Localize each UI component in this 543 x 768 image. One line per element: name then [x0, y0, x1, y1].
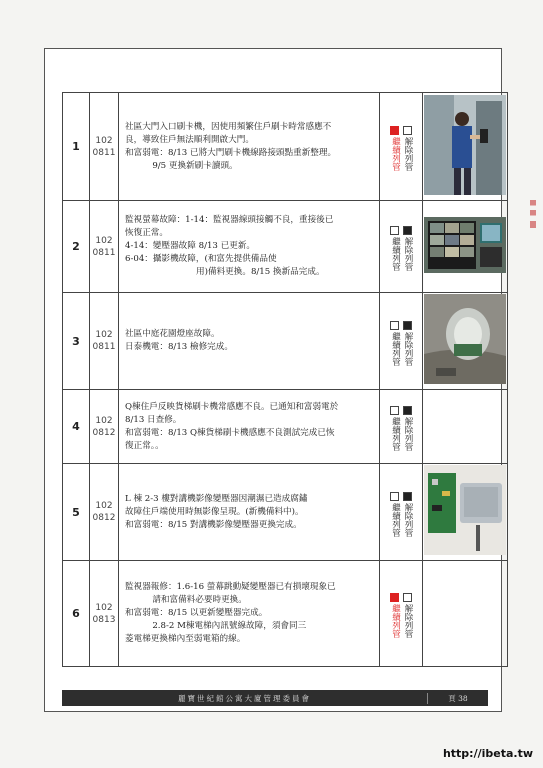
checkbox-icon[interactable] [403, 406, 412, 415]
status-label: 繼續列管 [390, 237, 401, 271]
description-line: Q棟住戶反映貨梯刷卡機常感應不良。已通知和富弱電於 [125, 401, 339, 412]
status-continue [390, 321, 400, 366]
date-part: 0812 [92, 427, 116, 438]
photo-cell [423, 561, 508, 667]
status-release [403, 126, 413, 171]
description-line: 社區中庭花園燈座故障。 [125, 329, 220, 339]
page-edge-marks [530, 200, 536, 270]
status-continue [390, 226, 400, 271]
photo-cell [423, 93, 508, 201]
photo-cell [423, 390, 508, 464]
table-row [63, 464, 508, 561]
issue-description [119, 464, 380, 561]
date-part: 0811 [92, 247, 116, 258]
date-part: 102 [95, 330, 113, 340]
table-row [63, 201, 508, 293]
status-release [403, 321, 413, 366]
checkbox-icon[interactable] [403, 321, 412, 330]
table-row [63, 93, 508, 201]
status-cell [380, 293, 423, 390]
checkbox-icon[interactable] [390, 492, 399, 501]
status-cell [380, 561, 423, 667]
issue-description [119, 293, 380, 390]
status-continue [390, 126, 400, 171]
description-line: 監視螢幕故障：1-14：監視器線頭接觸不良，重接後已 [125, 215, 334, 225]
description-line: 和富弱電：8/13 已將大門刷卡機線路接頭點重新整理。 [125, 147, 337, 158]
checkbox-icon[interactable] [403, 593, 412, 602]
table-row [63, 561, 508, 667]
item-number: 3 [63, 293, 90, 390]
table-row [63, 293, 508, 390]
date-part: 102 [95, 135, 113, 146]
report-date [90, 93, 119, 201]
table-row [63, 390, 508, 464]
checkbox-icon[interactable] [403, 226, 412, 235]
status-label: 解除列管 [403, 417, 413, 451]
footer-bar [62, 690, 488, 706]
issue-description [119, 561, 380, 667]
checkbox-icon[interactable] [403, 492, 412, 501]
status-release [403, 593, 413, 638]
date-part: 0811 [92, 342, 116, 352]
description-line: 故障住戶端使用時無影像呈現。(新機備料中)。 [125, 506, 304, 517]
description-line: 8/13 日查修。 [125, 414, 182, 425]
status-cell [380, 201, 423, 293]
description-line: 社區大門入口刷卡機，因使用頻繁住戶刷卡時常感應不 [125, 121, 332, 132]
checkbox-icon[interactable] [390, 226, 399, 235]
status-label: 解除列管 [403, 237, 413, 271]
date-part: 102 [95, 501, 113, 511]
repair-photo [424, 465, 506, 559]
status-cell [380, 390, 423, 464]
description-line: 9/5 更換新刷卡讀頭。 [125, 160, 238, 171]
checkbox-icon[interactable] [390, 321, 399, 330]
status-continue [390, 593, 400, 638]
report-date [90, 561, 119, 667]
description-line: 恢復正常。 [125, 228, 168, 238]
status-release [403, 406, 413, 451]
photo-cell [423, 293, 508, 390]
checkbox-icon[interactable] [390, 406, 399, 415]
status-label: 繼續列管 [390, 137, 401, 171]
item-number: 5 [63, 464, 90, 561]
page-number: 頁 38 [427, 693, 488, 704]
description-line: 用)備料更換。8/15 換新品完成。 [125, 267, 325, 277]
issue-description [119, 390, 380, 464]
report-date [90, 464, 119, 561]
status-label: 繼續列管 [390, 331, 401, 366]
description-line: 請和富備料必要時更換。 [125, 595, 247, 605]
status-continue [390, 492, 400, 537]
status-cell [380, 464, 423, 561]
description-line: 復正常。。 [125, 440, 164, 451]
status-label: 解除列管 [403, 502, 413, 537]
status-label: 解除列管 [403, 331, 413, 366]
date-part: 0812 [92, 513, 116, 523]
repair-photo [424, 217, 506, 277]
description-line: 和富弱電：8/13 Q棟貨梯刷卡機感應不良測試完成已恢 [125, 427, 335, 438]
date-part: 0813 [92, 614, 116, 625]
description-line: 監視器報修：1.6-16 螢幕跳動疑變壓器已有損壞現象已 [125, 582, 336, 592]
status-label: 解除列管 [403, 604, 413, 638]
repair-photo [424, 95, 506, 199]
item-number: 2 [63, 201, 90, 293]
description-line: 良，導致住戶無法順利開啟大門。 [125, 134, 254, 145]
report-date [90, 201, 119, 293]
description-line: 菱電梯更換梯內至弱電箱的線。 [125, 634, 246, 644]
status-continue [390, 406, 400, 451]
description-line: 和富弱電：8/15 以更新變壓器完成。 [125, 608, 268, 618]
date-part: 0811 [92, 147, 116, 158]
checkbox-icon[interactable] [390, 593, 399, 602]
status-cell [380, 93, 423, 201]
maintenance-table [62, 92, 508, 667]
status-release [403, 492, 413, 537]
repair-photo [424, 294, 506, 388]
report-date [90, 390, 119, 464]
watermark-url: http://ibeta.tw [442, 747, 533, 760]
description-line: 4-14：變壓器故障 8/13 已更新。 [125, 241, 256, 251]
description-line: 2.8-2 M棟電梯內訊號線故障，須會同三 [125, 621, 307, 631]
status-label: 解除列管 [403, 137, 413, 171]
item-number: 6 [63, 561, 90, 667]
issue-description [119, 201, 380, 293]
date-part: 102 [95, 235, 113, 246]
status-label: 繼續列管 [390, 604, 401, 638]
checkbox-icon[interactable] [403, 126, 412, 135]
status-label: 繼續列管 [390, 417, 401, 451]
issue-description [119, 93, 380, 201]
description-line: 6-04：攝影機故障，(和富先提供備品使 [125, 254, 277, 264]
item-number: 4 [63, 390, 90, 464]
status-release [403, 226, 413, 271]
date-part: 102 [95, 602, 113, 613]
description-line: 日泰機電：8/13 檢修完成。 [125, 342, 233, 352]
photo-cell [423, 464, 508, 561]
photo-cell [423, 201, 508, 293]
footer-title: 麗寶世紀館公寓大廈管理委員會 [178, 693, 311, 703]
description-line: 和富弱電：8/15 對講機影像變壓器更換完成。 [125, 519, 302, 530]
report-date [90, 293, 119, 390]
item-number: 1 [63, 93, 90, 201]
description-line: L 棟 2-3 樓對講機影像變壓器因潮濕已造成腐鏽 [125, 493, 308, 504]
date-part: 102 [95, 415, 113, 426]
status-label: 繼續列管 [390, 502, 401, 537]
checkbox-icon[interactable] [390, 126, 399, 135]
